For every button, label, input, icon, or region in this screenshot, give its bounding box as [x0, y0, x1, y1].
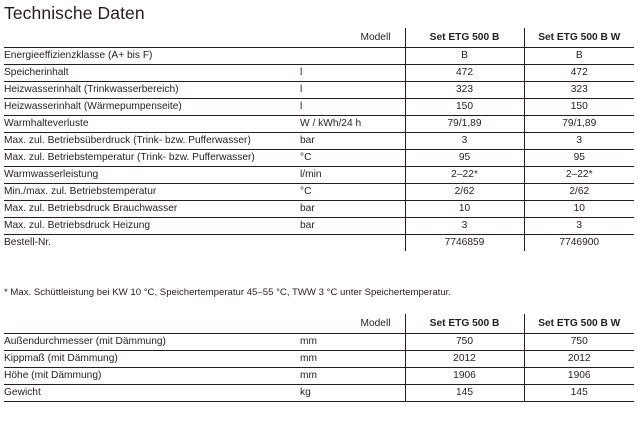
row-value-1: B	[405, 48, 524, 65]
row-label: Max. zul. Betriebstemperatur (Trink- bzw. Pufferwasser)	[4, 150, 300, 167]
row-value-2: 472	[524, 65, 634, 82]
row-label: Max. zul. Betriebsdruck Heizung	[4, 218, 300, 235]
row-unit: l	[300, 65, 405, 82]
row-value-2: 3	[524, 218, 634, 235]
row-value-1: 150	[405, 99, 524, 116]
row-value-1: 79/1,89	[405, 116, 524, 133]
header-column-2: Set ETG 500 B W	[524, 314, 634, 334]
table-row	[4, 82, 634, 99]
row-value-1: 323	[405, 82, 524, 99]
row-value-2: 2012	[524, 351, 634, 368]
rule-segment	[300, 402, 405, 403]
rule-segment	[524, 402, 634, 403]
rule-segment	[4, 402, 300, 403]
row-unit: l/min	[300, 167, 405, 184]
row-unit: °C	[300, 150, 405, 167]
technical-specs-table	[4, 28, 634, 251]
row-label: Max. zul. Betriebsdruck Brauchwasser	[4, 201, 300, 218]
row-value-2: 150	[524, 99, 634, 116]
page-title: Technische Daten	[4, 3, 145, 23]
row-value-2: 95	[524, 150, 634, 167]
table-row	[4, 201, 634, 218]
row-value-2: 323	[524, 82, 634, 99]
header-column-1: Set ETG 500 B	[405, 314, 524, 334]
footnote-text: * Max. Schüttleistung bei KW 10 °C, Speichertemperatur 45–55 °C, TWW 3 °C unter Speichertemperatur.	[4, 287, 451, 298]
row-unit: mm	[300, 351, 405, 368]
table-row	[4, 184, 634, 201]
row-value-2: 145	[524, 385, 634, 402]
row-value-2: 2–22*	[524, 167, 634, 184]
row-label: Heizwasserinhalt (Wärmepumpenseite)	[4, 99, 300, 116]
row-unit	[300, 235, 405, 252]
dimensions-table	[4, 314, 634, 402]
row-value-2: 10	[524, 201, 634, 218]
table-row	[4, 48, 634, 65]
row-value-1: 7746859	[405, 235, 524, 252]
row-unit	[300, 48, 405, 65]
table-row	[4, 218, 634, 235]
row-unit: bar	[300, 218, 405, 235]
row-unit: l	[300, 82, 405, 99]
rule-segment	[405, 402, 524, 403]
row-label: Max. zul. Betriebsüberdruck (Trink- bzw. Pufferwasser)	[4, 133, 300, 150]
table-header-row	[4, 28, 634, 48]
row-unit: l	[300, 99, 405, 116]
table-row	[4, 167, 634, 184]
row-value-1: 3	[405, 218, 524, 235]
row-value-2: 7746900	[524, 235, 634, 252]
row-label: Außendurchmesser (mit Dämmung)	[4, 334, 300, 351]
row-label: Speicherinhalt	[4, 65, 300, 82]
row-label: Warmwasserleistung	[4, 167, 300, 184]
row-value-1: 3	[405, 133, 524, 150]
table-header-row	[4, 314, 634, 334]
row-label: Warmhalteverluste	[4, 116, 300, 133]
table-row	[4, 133, 634, 150]
header-model-cell: Modell	[360, 32, 391, 43]
row-value-2: 750	[524, 334, 634, 351]
row-unit: W / kWh/24 h	[300, 116, 405, 133]
row-unit: °C	[300, 184, 405, 201]
row-value-1: 1906	[405, 368, 524, 385]
row-value-1: 472	[405, 65, 524, 82]
header-label-cell	[4, 314, 300, 334]
row-unit: bar	[300, 201, 405, 218]
row-label: Höhe (mit Dämmung)	[4, 368, 300, 385]
row-value-1: 2/62	[405, 184, 524, 201]
row-label: Min./max. zul. Betriebstemperatur	[4, 184, 300, 201]
row-label: Heizwasserinhalt (Trinkwasserbereich)	[4, 82, 300, 99]
table-row	[4, 368, 634, 385]
row-value-1: 750	[405, 334, 524, 351]
table-row	[4, 99, 634, 116]
table-row	[4, 351, 634, 368]
row-unit: mm	[300, 334, 405, 351]
table-row	[4, 334, 634, 351]
row-value-2: 1906	[524, 368, 634, 385]
row-label: Energieeffizienzklasse (A+ bis F)	[4, 48, 300, 65]
row-value-2: 2/62	[524, 184, 634, 201]
table-row	[4, 116, 634, 133]
row-value-1: 2–22*	[405, 167, 524, 184]
row-label: Kippmaß (mit Dämmung)	[4, 351, 300, 368]
header-column-1: Set ETG 500 B	[405, 28, 524, 48]
row-value-1: 95	[405, 150, 524, 167]
table-bottom-rule	[4, 402, 634, 403]
table-row-order-number	[4, 235, 634, 252]
table-row	[4, 150, 634, 167]
row-label: Bestell-Nr.	[4, 235, 300, 252]
header-column-2: Set ETG 500 B W	[524, 28, 634, 48]
table-row	[4, 385, 634, 402]
row-value-2: 79/1,89	[524, 116, 634, 133]
row-value-1: 145	[405, 385, 524, 402]
row-label: Gewicht	[4, 385, 300, 402]
row-value-1: 2012	[405, 351, 524, 368]
row-value-2: 3	[524, 133, 634, 150]
header-label-cell	[4, 28, 300, 48]
row-value-1: 10	[405, 201, 524, 218]
table-row	[4, 65, 634, 82]
header-model-cell: Modell	[360, 318, 391, 329]
row-value-2: B	[524, 48, 634, 65]
row-unit: mm	[300, 368, 405, 385]
row-unit: bar	[300, 133, 405, 150]
row-unit: kg	[300, 385, 405, 402]
